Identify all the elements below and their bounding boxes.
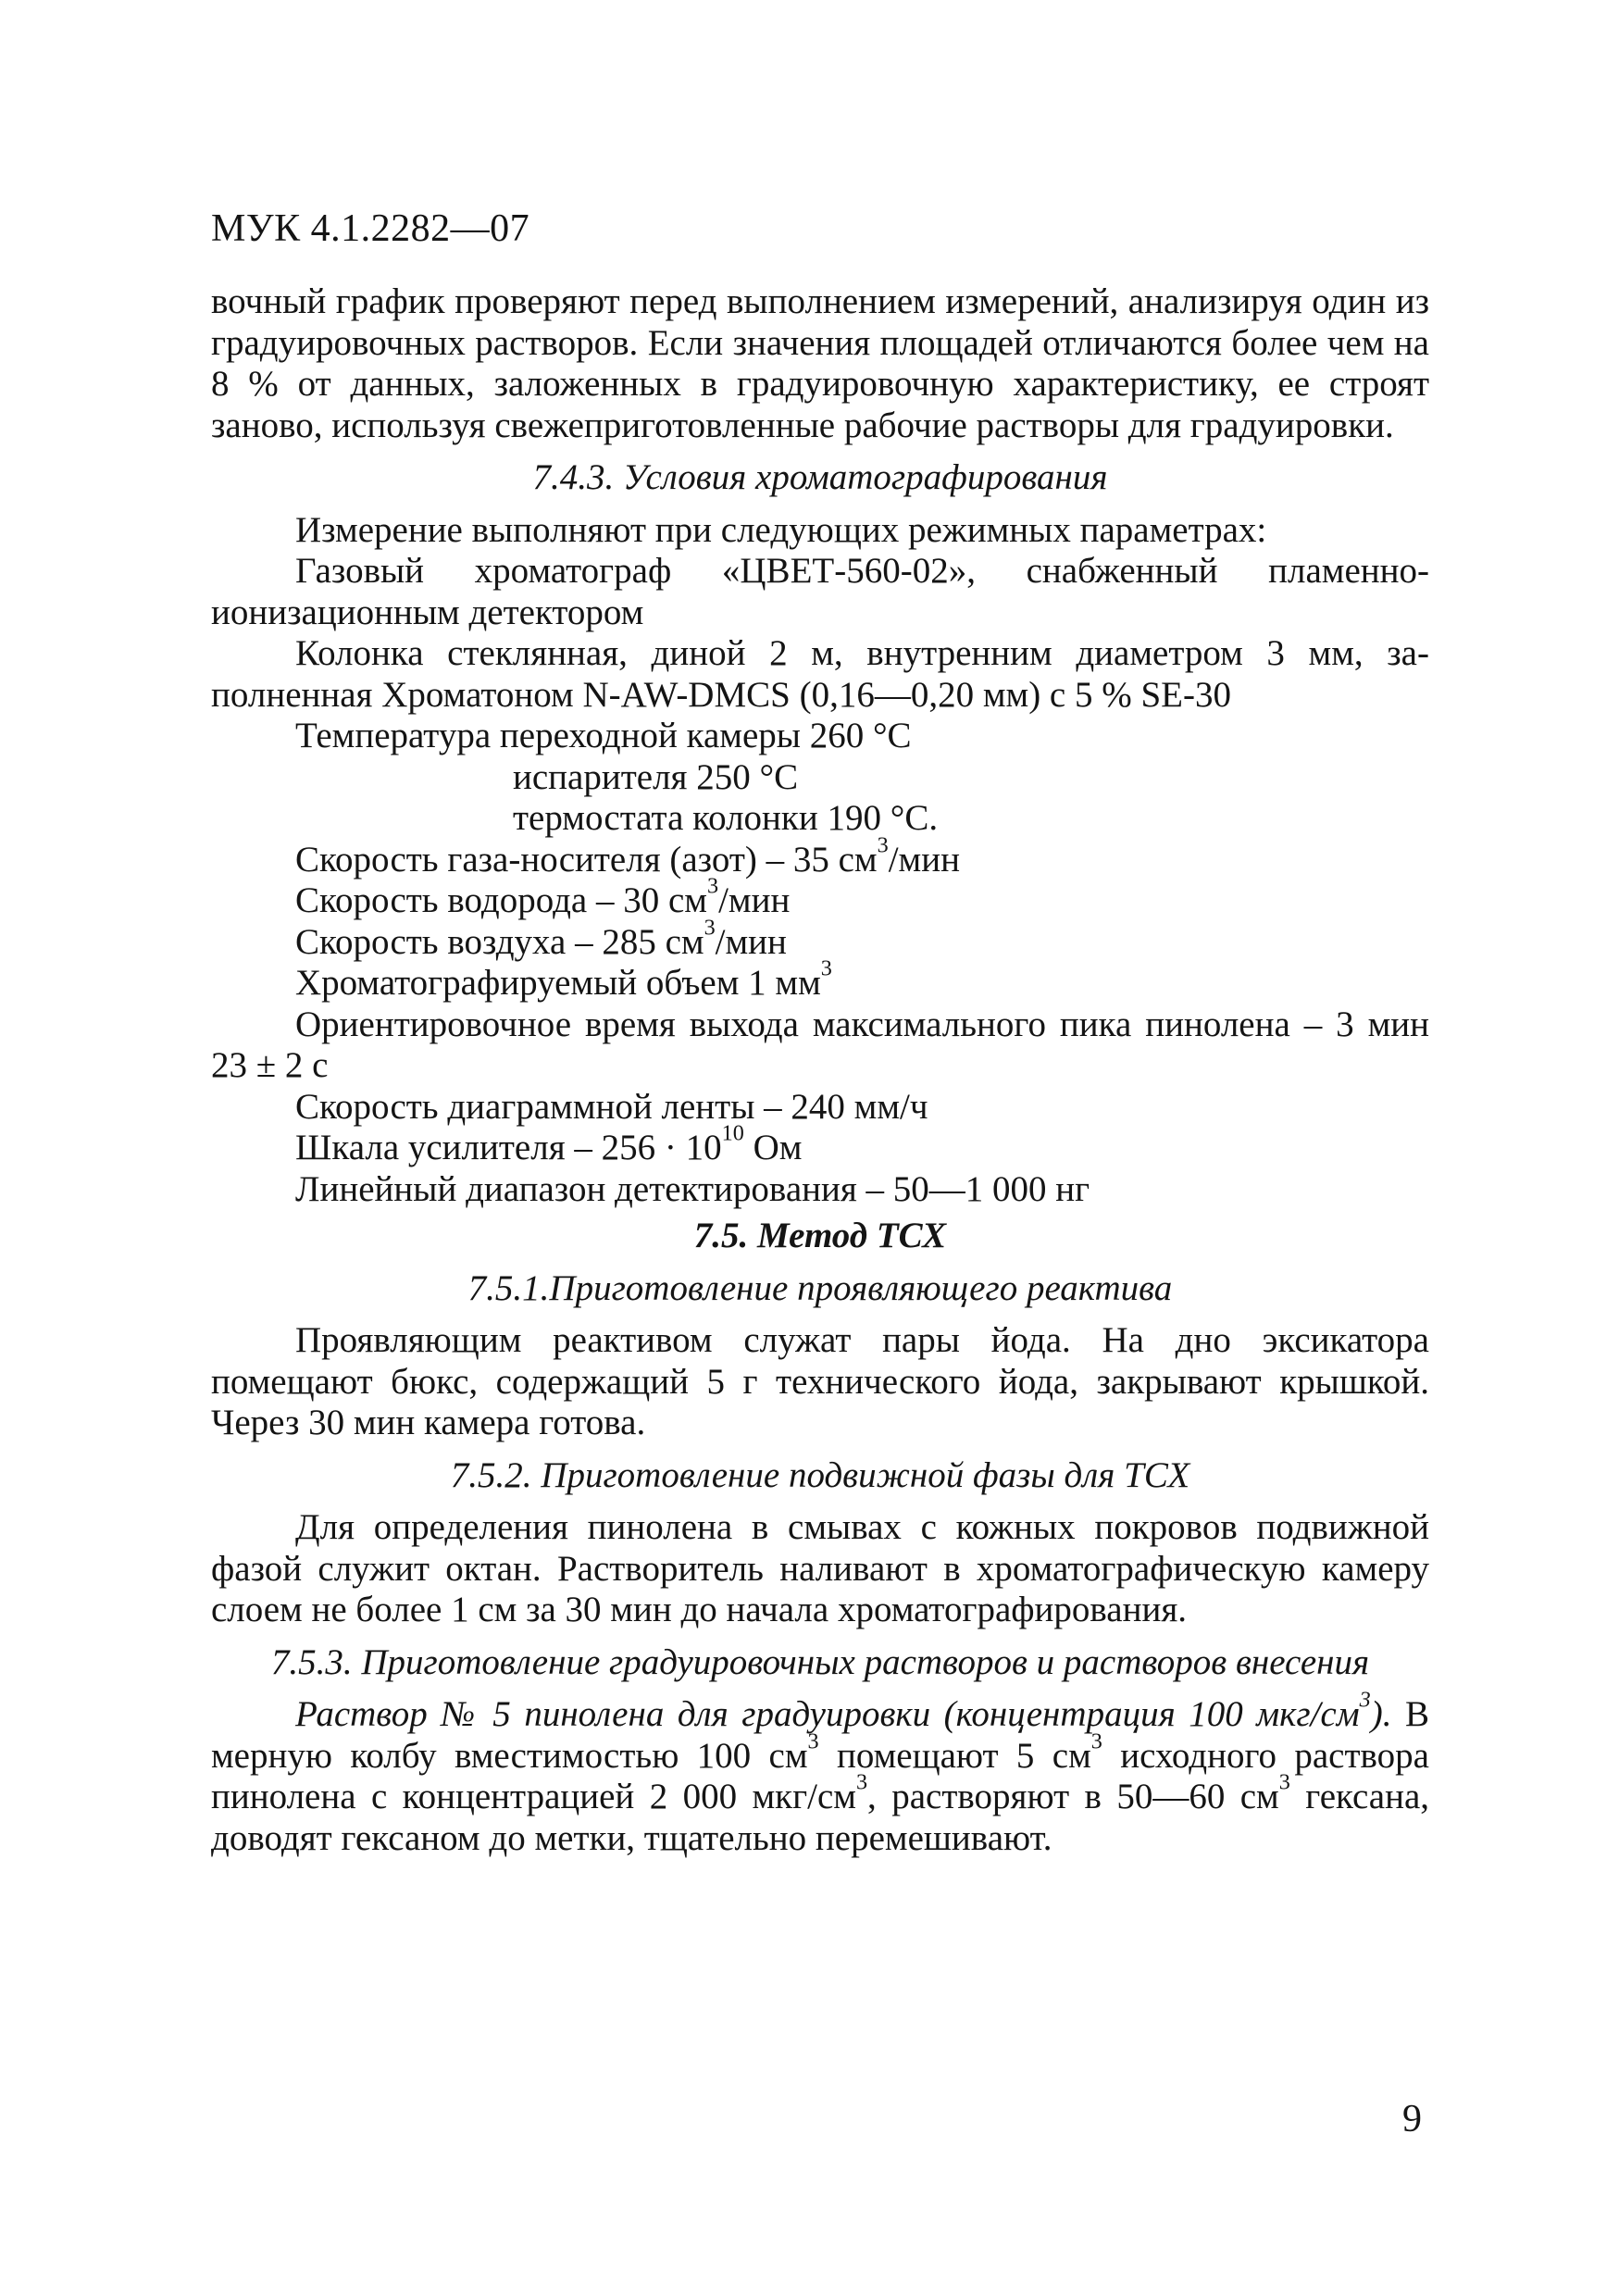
param-retention-time: Ориентировочное время выхода максимального пика пинолена – 3 мин 23 ± 2 с [211, 1004, 1429, 1085]
amplifier-unit: Ом [743, 1128, 803, 1167]
hydrogen-unit: /мин [718, 880, 791, 920]
amplifier-text: Шкала усилителя – 256 · 10 [295, 1128, 722, 1167]
param-column: Колонка стеклянная, диной 2 м, внутренним диаметром 3 мм, заполненная Хроматоном N-AW-DMCS (0,16—0,20 мм) с 5 % SE-30 [211, 633, 1429, 715]
solution-5-text-2: помещают 5 см [818, 1735, 1091, 1776]
carrier-gas-text: Скорость газа-носителя (азот) – 35 см [295, 839, 878, 880]
volume-text: Хроматографируемый объем 1 мм [295, 963, 821, 1003]
param-linear-range: Линейный диапазон детектирования – 50—1 000 нг [295, 1168, 1090, 1209]
solution-5-title-text: Раствор № 5 пинолена для градуировки (концентрация 100 мкг/см [295, 1694, 1360, 1734]
section-heading-7-5: 7.5. Метод ТСХ [693, 1216, 947, 1255]
solution-5-sup-2: 3 [1090, 1728, 1102, 1753]
section-heading-7-5-2: 7.5.2. Приготовление подвижной фазы для ТСХ [450, 1454, 1190, 1495]
volume-sup: 3 [820, 955, 832, 981]
solution-5-sup-4: 3 [1278, 1769, 1290, 1795]
solution-5-title-end: ). [1370, 1694, 1392, 1734]
solution-5-title-sup: 3 [1359, 1687, 1371, 1713]
section-heading-7-4-3: 7.4.3. Условия хроматографирования [532, 457, 1108, 497]
section-heading-7-5-3: 7.5.3. Приготовление градуировочных растворов и растворов внесения [270, 1641, 1370, 1682]
solution-5-sup-3: 3 [855, 1769, 868, 1795]
paragraph-7-5-2: Для определения пинолена в смывах с кожных покровов подвижной фазой служит октан. Растворитель наливают в хроматографическую камеру слоем не более 1 см за 30 мин до начала хроматографирования. [211, 1507, 1429, 1629]
solution-5-text-3: исходного раствора пинолена с концентрацией 2 000 мкг/см [211, 1735, 1429, 1816]
amplifier-sup: 10 [721, 1120, 744, 1146]
page-number: 9 [1402, 2098, 1422, 2140]
section-heading-7-5-1: 7.5.1.Приготовление проявляющего реактива [467, 1267, 1173, 1308]
solution-5-text-4: , растворяют в 50—60 см [867, 1777, 1279, 1816]
solution-5-text-1: В мерную колбу вместимостью 100 см [211, 1694, 1430, 1776]
air-unit: /мин [715, 921, 787, 962]
measure-intro: Измерение выполняют при следующих режимных параметрах: [295, 509, 1267, 550]
param-temp-evaporator: испарителя 250 °С [513, 756, 799, 797]
param-hydrogen [211, 873, 1429, 922]
param-temp-thermostat: термостата колонки 190 °С. [513, 798, 939, 838]
paragraph-7-5-1: Проявляющим реактивом служат пары йода. На дно эксикатора помещают бюкс, содержащий 5 г технического йода, закрывают крышкой. Через 30 мин камера готова. [211, 1320, 1429, 1442]
carrier-gas-unit: /мин [888, 839, 960, 880]
paragraph-solution-5 [211, 1687, 1430, 1859]
air-sup: 3 [704, 914, 716, 940]
hydrogen-text: Скорость водорода – 30 см [295, 880, 707, 920]
solution-5-title [295, 1687, 1392, 1734]
carrier-gas-sup: 3 [877, 831, 889, 857]
document-code-header: МУК 4.1.2282—07 [211, 207, 530, 250]
param-amplifier-scale [211, 1120, 1429, 1169]
param-gas-chromatograph: Газовый хроматограф «ЦВЕТ-560-02», снабженный пламенно-ионизационным детектором [211, 551, 1429, 632]
param-volume [211, 955, 1429, 1004]
air-text: Скорость воздуха – 285 см [295, 921, 704, 962]
solution-5-sup-1: 3 [807, 1728, 819, 1753]
paragraph-intro: вочный график проверяют перед выполнением измерений, анализируя один из градуировочных растворов. Если значения площадей отличаются более чем на 8 % от данных, заложенных в градуировочную характеристику, ее строят заново, используя свежеприготовленные рабочие растворы для градуировки. [211, 281, 1429, 445]
solution-5-text-5: гексана, доводят гексаном до метки, тщательно перемешивают. [211, 1777, 1430, 1858]
document-body [211, 281, 1429, 1859]
param-carrier-gas [211, 831, 1429, 881]
hydrogen-sup: 3 [706, 873, 719, 899]
param-chart-speed: Скорость диаграммной ленты – 240 мм/ч [295, 1086, 928, 1127]
param-temp-transfer: Температура переходной камеры 260 °С [295, 716, 912, 755]
